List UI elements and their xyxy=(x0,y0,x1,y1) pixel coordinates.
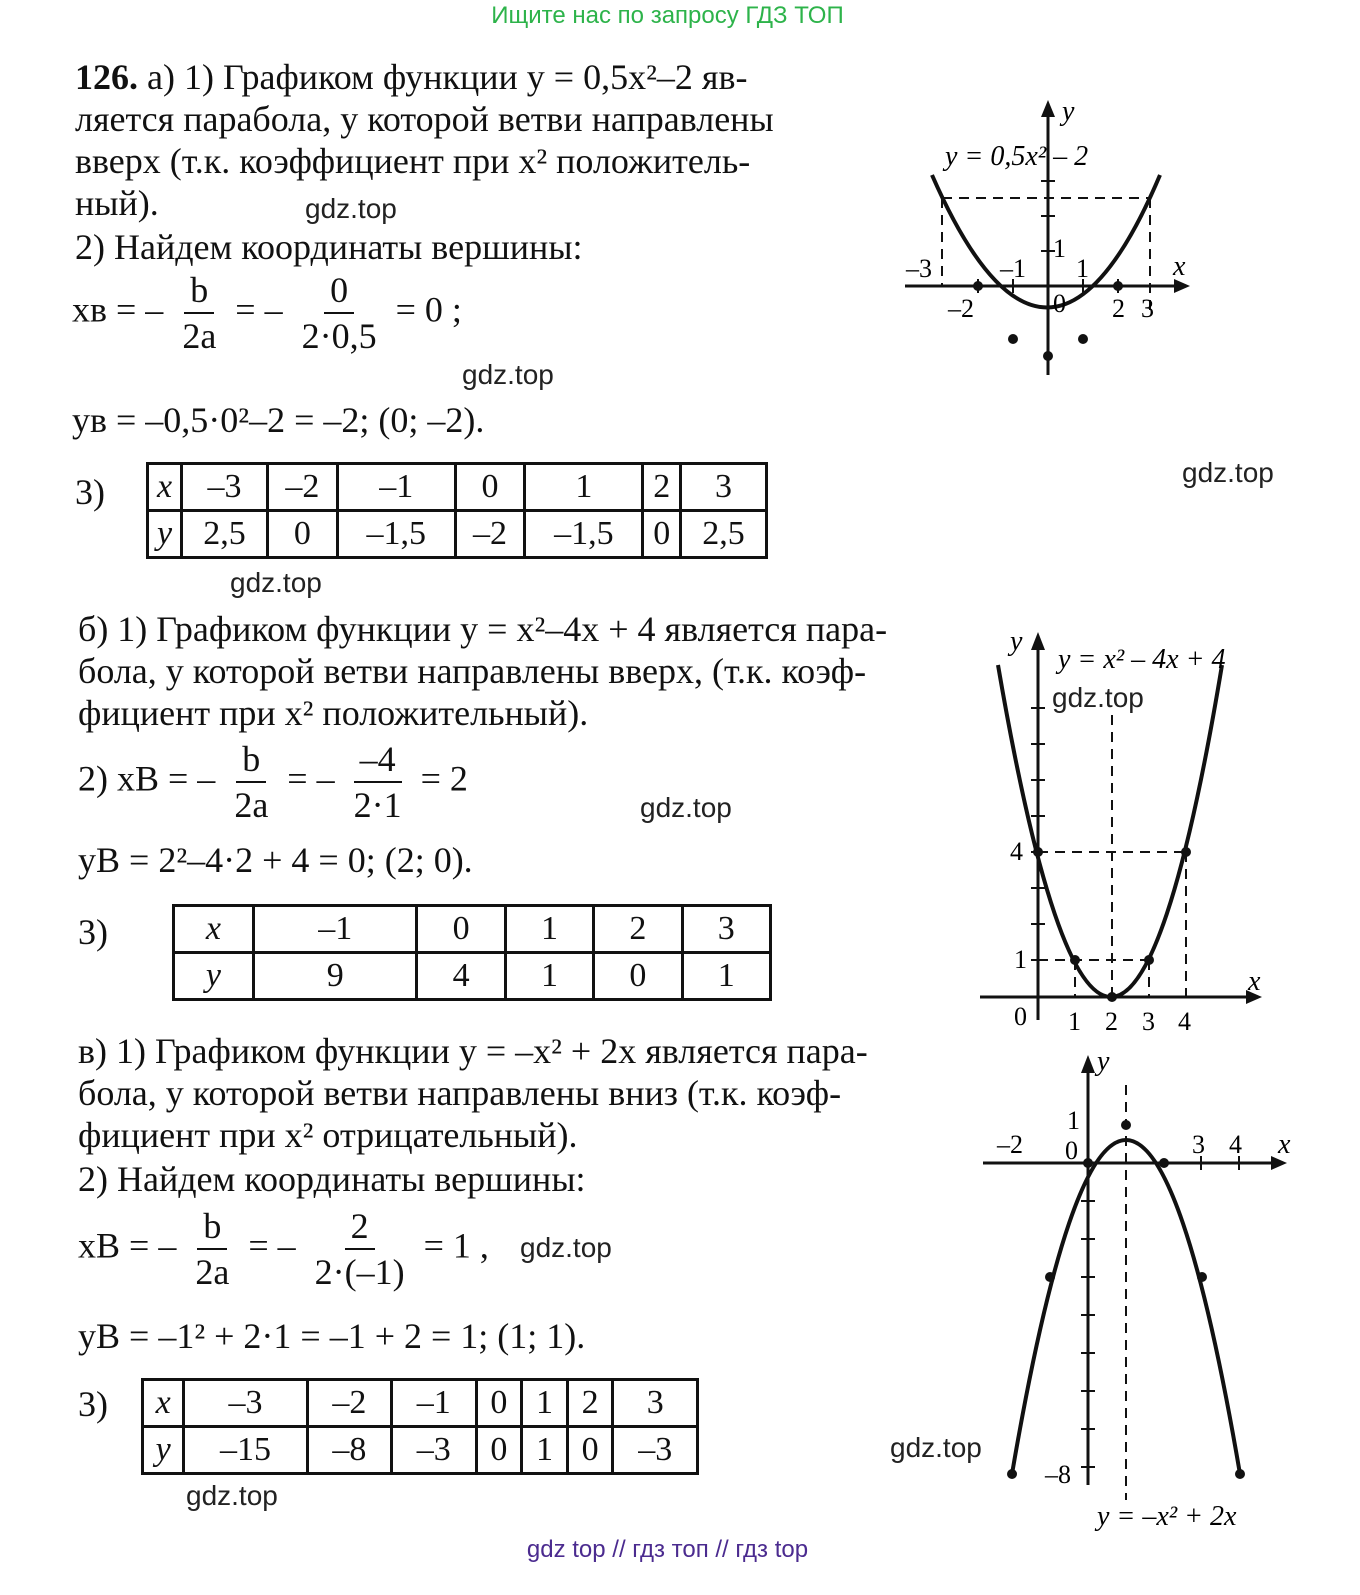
table-cell-x: 2 xyxy=(567,1380,613,1427)
tick-label: 3 xyxy=(1141,294,1154,323)
point xyxy=(1235,1469,1245,1479)
tick-label: –2 xyxy=(948,294,974,323)
table-cell-x: 0 xyxy=(417,906,505,953)
watermark: gdz.top xyxy=(1182,457,1274,488)
tick-label: 1 xyxy=(1068,1007,1081,1036)
watermark: gdz.top xyxy=(890,1432,982,1463)
table-cell-y: 1 xyxy=(505,953,593,1000)
table-cell-x: 1 xyxy=(525,464,643,511)
values-table-c xyxy=(141,1378,699,1475)
tick-label: 4 xyxy=(1010,837,1023,866)
table-cell-x: 2 xyxy=(594,906,682,953)
xv-mid: = – xyxy=(235,289,283,330)
numerator: b xyxy=(197,1204,227,1250)
xv-lhs: 2) xB = – xyxy=(78,758,216,799)
graph-a xyxy=(890,95,1210,385)
numerator: b xyxy=(236,737,266,783)
table-cell-y: 1 xyxy=(522,1427,568,1474)
table-cell-x: 3 xyxy=(681,464,767,511)
parabola-curve xyxy=(998,665,1222,997)
tick-label: 1 xyxy=(1076,254,1089,283)
table-cell-x: 0 xyxy=(476,1380,522,1427)
xv-lhs: xB = – xyxy=(78,1225,177,1266)
table-cell-x: –2 xyxy=(307,1380,391,1427)
table-cell-y: 4 xyxy=(417,953,505,1000)
fraction xyxy=(189,1204,235,1294)
point xyxy=(1070,955,1080,965)
tick-label: –8 xyxy=(1045,1460,1071,1489)
table-cell-y: 0 xyxy=(643,511,681,558)
table-row-x xyxy=(143,1380,698,1427)
table-cell-y: –1,5 xyxy=(337,511,455,558)
tick-label: 2 xyxy=(1112,294,1125,323)
table-cell-y: 1 xyxy=(682,953,770,1000)
part-a-yv: yв = –0,5·0²–2 = –2; (0; –2). xyxy=(72,400,485,440)
table-header-y: y xyxy=(143,1427,184,1474)
denominator: 2a xyxy=(195,1252,230,1292)
denominator: 2·1 xyxy=(353,785,402,825)
table-cell-y: 0 xyxy=(567,1427,613,1474)
y-axis-label: y xyxy=(1062,96,1075,127)
table-row-x xyxy=(148,464,767,511)
table-cell-y: –3 xyxy=(613,1427,698,1474)
point xyxy=(1121,1120,1131,1130)
denominator: 2·(–1) xyxy=(314,1252,405,1292)
watermark: gdz.top xyxy=(520,1232,612,1263)
table-cell-y: 2,5 xyxy=(182,511,268,558)
table-cell-y: –1,5 xyxy=(525,511,643,558)
tick-label: 3 xyxy=(1142,1007,1155,1036)
part-b-yv: yB = 2²–4·2 + 4 = 0; (2; 0). xyxy=(78,840,473,880)
table-cell-y: 2,5 xyxy=(681,511,767,558)
graph-equation: y = 0,5x² – 2 xyxy=(945,141,1089,172)
tick-label: –2 xyxy=(997,1130,1023,1159)
table-cell-x: 2 xyxy=(643,464,681,511)
header-note: Ищите нас по запросу ГДЗ ТОП xyxy=(491,2,844,29)
part-b-step3: 3) xyxy=(78,912,108,952)
table-cell-y: 0 xyxy=(594,953,682,1000)
table-row-y xyxy=(148,511,767,558)
point xyxy=(1043,351,1053,361)
table-header-x: x xyxy=(174,906,254,953)
y-arrow xyxy=(1081,1055,1095,1073)
tick-label: 4 xyxy=(1178,1007,1191,1036)
table-header-x: x xyxy=(143,1380,184,1427)
watermark: gdz.top xyxy=(640,792,732,823)
table-cell-y: –2 xyxy=(455,511,525,558)
table-cell-y: –15 xyxy=(184,1427,307,1474)
table-row-y xyxy=(174,953,771,1000)
watermark: gdz.top xyxy=(186,1480,278,1511)
part-a-line2: ляется парабола, у которой ветви направлены xyxy=(75,99,774,139)
part-a-step3: 3) xyxy=(75,472,105,512)
fraction xyxy=(228,737,274,827)
part-c-line2: бола, у которой ветви направлены вниз (т.к. коэф- xyxy=(78,1073,842,1113)
x-axis-label: x xyxy=(1173,251,1186,282)
table-header-x: x xyxy=(148,464,182,511)
part-c-step2: 2) Найдем координаты вершины: xyxy=(78,1159,586,1199)
table-cell-x: –1 xyxy=(337,464,455,511)
tick-label: 4 xyxy=(1229,1130,1242,1159)
y-arrow xyxy=(1041,100,1055,117)
tick-label: 2 xyxy=(1105,1007,1118,1036)
part-c-xv-formula xyxy=(78,1204,489,1294)
xv-mid: = – xyxy=(287,758,335,799)
table-row-x xyxy=(174,906,771,953)
table-cell-y: 9 xyxy=(253,953,417,1000)
point xyxy=(1045,1272,1055,1282)
point xyxy=(1144,955,1154,965)
graph-equation: y = –x² + 2x xyxy=(1097,1501,1237,1532)
fraction xyxy=(348,737,408,827)
part-a-intro: а) 1) Графиком функции y = 0,5x²–2 яв- xyxy=(147,57,748,97)
table-cell-y: –8 xyxy=(307,1427,391,1474)
footer-links: gdz top // гдз топ // гдз top xyxy=(526,1536,809,1563)
watermark: gdz.top xyxy=(305,193,397,224)
tick-label: 0 xyxy=(1014,1002,1027,1031)
part-c-yv: yB = –1² + 2·1 = –1 + 2 = 1; (1; 1). xyxy=(78,1316,586,1356)
table-cell-x: –2 xyxy=(267,464,337,511)
numerator: 2 xyxy=(345,1204,375,1250)
point xyxy=(1113,281,1123,291)
part-a-step2: 2) Найдем координаты вершины: xyxy=(75,227,583,267)
part-b-line2: бола, у которой ветви направлены вверх, (т.к. коэф- xyxy=(78,651,867,691)
point xyxy=(1083,1158,1093,1168)
tick-label: 3 xyxy=(1192,1130,1205,1159)
numerator: –4 xyxy=(354,737,402,783)
graph-c xyxy=(975,1045,1305,1535)
table-header-y: y xyxy=(174,953,254,1000)
xv-end: = 1 , xyxy=(423,1225,489,1266)
tick-label: 1 xyxy=(1067,1106,1080,1135)
tick-label: –3 xyxy=(906,254,932,283)
tick-label: 0 xyxy=(1053,289,1066,318)
parabola-curve xyxy=(932,175,1160,308)
table-cell-x: –1 xyxy=(392,1380,476,1427)
part-a-line4: ный). xyxy=(75,183,159,223)
table-cell-x: 0 xyxy=(455,464,525,511)
denominator: 2a xyxy=(234,785,269,825)
point xyxy=(1181,847,1191,857)
tick-label: 1 xyxy=(1053,234,1066,263)
part-b-xv-formula xyxy=(78,737,468,827)
tick-label: 1 xyxy=(1014,945,1027,974)
part-a-xv-formula xyxy=(72,268,462,358)
table-header-y: y xyxy=(148,511,182,558)
table-cell-x: 1 xyxy=(505,906,593,953)
denominator: 2a xyxy=(182,316,217,356)
graph-equation: y = x² – 4x + 4 xyxy=(1058,644,1226,675)
point xyxy=(1159,1158,1169,1168)
part-c-line1: в) 1) Графиком функции y = –x² + 2x является пара- xyxy=(78,1031,868,1071)
y-arrow xyxy=(1031,632,1045,650)
table-cell-x: –1 xyxy=(253,906,417,953)
table-cell-y: 0 xyxy=(476,1427,522,1474)
tick-label: –1 xyxy=(1000,254,1026,283)
part-a-line3: вверх (т.к. коэффициент при x² положитель- xyxy=(75,141,751,181)
xv-end: = 0 ; xyxy=(395,289,462,330)
table-cell-x: 3 xyxy=(613,1380,698,1427)
xv-end: = 2 xyxy=(420,758,468,799)
point xyxy=(1008,334,1018,344)
point xyxy=(973,281,983,291)
table-cell-x: 1 xyxy=(522,1380,568,1427)
watermark: gdz.top xyxy=(1052,682,1144,713)
x-axis-label: x xyxy=(1278,1129,1291,1160)
table-cell-y: –3 xyxy=(392,1427,476,1474)
problem-number: 126. xyxy=(75,57,138,97)
point xyxy=(1197,1272,1207,1282)
watermark: gdz.top xyxy=(462,359,554,390)
part-a-line1 xyxy=(75,55,747,99)
values-table-b xyxy=(172,904,772,1001)
table-cell-x: –3 xyxy=(184,1380,307,1427)
fraction xyxy=(176,268,222,358)
values-table-a xyxy=(146,462,768,559)
part-b-line1: б) 1) Графиком функции y = x²–4x + 4 является пара- xyxy=(78,609,888,649)
point xyxy=(1078,334,1088,344)
watermark: gdz.top xyxy=(230,567,322,598)
part-c-line3: фициент при x² отрицательный). xyxy=(78,1115,578,1155)
xv-lhs: xв = – xyxy=(72,289,164,330)
table-cell-y: 0 xyxy=(267,511,337,558)
fraction xyxy=(309,1204,411,1294)
numerator: b xyxy=(184,268,214,314)
fraction xyxy=(296,268,383,358)
table-cell-x: 3 xyxy=(682,906,770,953)
x-axis-label: x xyxy=(1248,966,1261,997)
point xyxy=(1033,847,1043,857)
point xyxy=(1007,1469,1017,1479)
table-cell-x: –3 xyxy=(182,464,268,511)
table-row-y xyxy=(143,1427,698,1474)
xv-mid: = – xyxy=(248,1225,296,1266)
numerator: 0 xyxy=(324,268,354,314)
tick-label: 0 xyxy=(1065,1136,1078,1165)
y-axis-label: y xyxy=(1010,626,1023,657)
denominator: 2·0,5 xyxy=(301,316,377,356)
part-c-step3: 3) xyxy=(78,1384,108,1424)
point xyxy=(1107,992,1117,1002)
part-b-line3: фициент при x² положительный). xyxy=(78,693,589,733)
y-axis-label: y xyxy=(1097,1046,1110,1077)
